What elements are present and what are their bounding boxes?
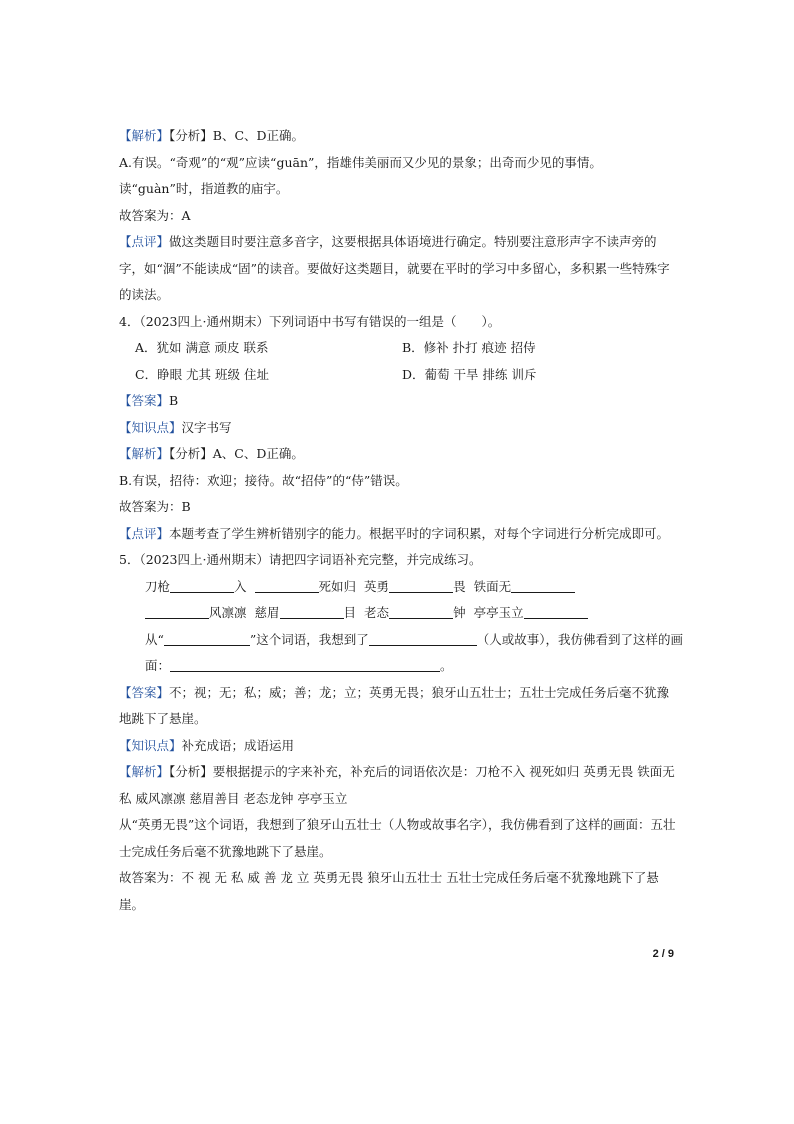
option-d: D．葡萄 干旱 排练 训斥 — [402, 366, 537, 382]
option-c: C．睁眼 尤其 班级 住址 — [135, 366, 269, 382]
q4-options-row1 — [119, 335, 679, 362]
comment-text: 做这类题目时要注意多音字，这要根据具体语境进行确定。特别要注意形声字不读声旁的字，如“涸”不能读成“固”的读音。要做好这类题目，就要在平时的学习中多留心，多积累一些特殊字的读法。 — [119, 234, 670, 302]
q5-stem: 5．（2023四上·通州期末）请把四字词语补充完整，并完成练习。 — [119, 552, 482, 567]
q5-fill-row2 — [119, 600, 679, 627]
fenxi-tag: 【分析】 — [169, 446, 213, 461]
analysis-tag: 【解析】 — [119, 446, 170, 461]
q5-final: 故答案为：不 视 无 私 威 善 龙 立 英勇无畏 狼牙山五壮士 五壮士完成任务后毫不犹豫地跳下了悬崖。 — [119, 870, 659, 912]
analysis-tag: 【解析】 — [119, 128, 170, 143]
blank[interactable] — [255, 579, 319, 593]
prompt-text: ”这个词语，我想到了 — [249, 631, 369, 647]
answer-value: 不；视；无；私；威；善；龙；立；英勇无畏；狼牙山五壮士；五壮士完成任务后毫不犹豫地跳下了悬崖。 — [119, 684, 670, 726]
word-text: 铁面无 — [473, 578, 512, 594]
word-text: 英勇 — [364, 578, 390, 594]
word-text: 风凛凛 — [209, 605, 247, 620]
blank[interactable] — [389, 605, 453, 619]
word-text: 刀枪 — [145, 578, 171, 594]
blank[interactable] — [145, 605, 209, 619]
q5-knowledge — [119, 733, 679, 760]
q5-fill-row4 — [119, 653, 679, 680]
q4-comment — [119, 521, 679, 548]
analysis-text: 要根据提示的字来补充，补充后的词语依次是：刀枪不入 视死如归 英勇无畏 铁面无私 威风凛凛 慈眉善目 老态龙钟 亭亭玉立 — [119, 764, 675, 806]
word-text: 入 — [234, 578, 247, 594]
blank[interactable] — [280, 605, 344, 619]
q4-answer — [119, 388, 679, 415]
q4-options-row2 — [119, 362, 679, 389]
analysis-text: B、C、D正确。 — [212, 128, 305, 143]
blank[interactable] — [170, 658, 440, 672]
word-text: 钟 — [453, 605, 466, 620]
prompt-text: 。 — [440, 658, 453, 673]
option-a: A．犹如 满意 顽皮 联系 — [135, 340, 269, 355]
blank[interactable] — [524, 605, 588, 619]
q3-answer: 故答案为：A — [119, 207, 191, 223]
answer-value: B — [169, 393, 179, 408]
word-text: 亭亭玉立 — [473, 605, 524, 620]
word-text: 目 — [343, 605, 357, 620]
comment-text: 本题考查了学生辨析错别字的能力。根据平时的字词积累，对每个字词进行分析完成即可。 — [169, 525, 670, 541]
q4-stem: 4．（2023四上·通州期末）下列词语中书写有错误的一组是（ ）。 — [119, 313, 501, 329]
prompt-text: 面： — [145, 658, 171, 673]
fenxi-tag: 【分析】 — [169, 128, 213, 143]
knowledge-tag: 【知识点】 — [119, 737, 182, 753]
q3-analysis — [119, 123, 679, 150]
word-text: 老态 — [364, 605, 390, 620]
q5-fill-row3 — [119, 627, 684, 654]
prompt-text: 从“ — [145, 631, 164, 647]
blank[interactable] — [164, 632, 250, 646]
q4-detail: B.有误，招待：欢迎；接待。故“招侍”的“侍”错误。 — [119, 472, 408, 488]
word-text: 死如归 — [318, 578, 357, 594]
q3-comment — [119, 229, 679, 309]
answer-tag: 【答案】 — [119, 684, 170, 700]
knowledge-value: 汉字书写 — [181, 419, 232, 435]
word-text: 慈眉 — [254, 605, 280, 620]
comment-tag: 【点评】 — [119, 234, 170, 249]
knowledge-tag: 【知识点】 — [119, 419, 182, 435]
q5-answer — [119, 680, 679, 733]
analysis-tag: 【解析】 — [119, 764, 170, 779]
option-b: B．修补 扑打 痕迹 招侍 — [402, 340, 536, 355]
blank[interactable] — [369, 632, 477, 646]
prompt-text: （人或故事），我仿佛看到了这样的画 — [476, 631, 684, 647]
comment-tag: 【点评】 — [119, 525, 170, 541]
analysis-text: A、C、D正确。 — [212, 446, 304, 461]
q5-analysis — [119, 759, 679, 812]
q4-knowledge — [119, 415, 679, 442]
blank[interactable] — [511, 579, 575, 593]
fenxi-tag: 【分析】 — [169, 764, 213, 779]
q3-detail: A.有误。“奇观”的“观”应读“guān”，指雄伟美丽而又少见的景象；出奇而少见的事情。读“guàn”时，指道教的庙宇。 — [119, 154, 602, 196]
answer-tag: 【答案】 — [119, 393, 170, 408]
page-content — [119, 123, 684, 918]
q4-final: 故答案为：B — [119, 499, 191, 514]
blank[interactable] — [170, 579, 234, 593]
q4-analysis — [119, 441, 679, 468]
q5-detail: 从“英勇无畏”这个词语，我想到了狼牙山五壮士（人物或故事名字），我仿佛看到了这样的画面：五壮士完成任务后毫不犹豫地跳下了悬崖。 — [119, 817, 676, 859]
knowledge-value: 补充成语；成语运用 — [181, 737, 295, 753]
page-number: 2 / 9 — [652, 948, 674, 960]
q5-fill-row1 — [119, 574, 679, 601]
blank[interactable] — [389, 579, 453, 593]
word-text: 畏 — [453, 578, 466, 594]
